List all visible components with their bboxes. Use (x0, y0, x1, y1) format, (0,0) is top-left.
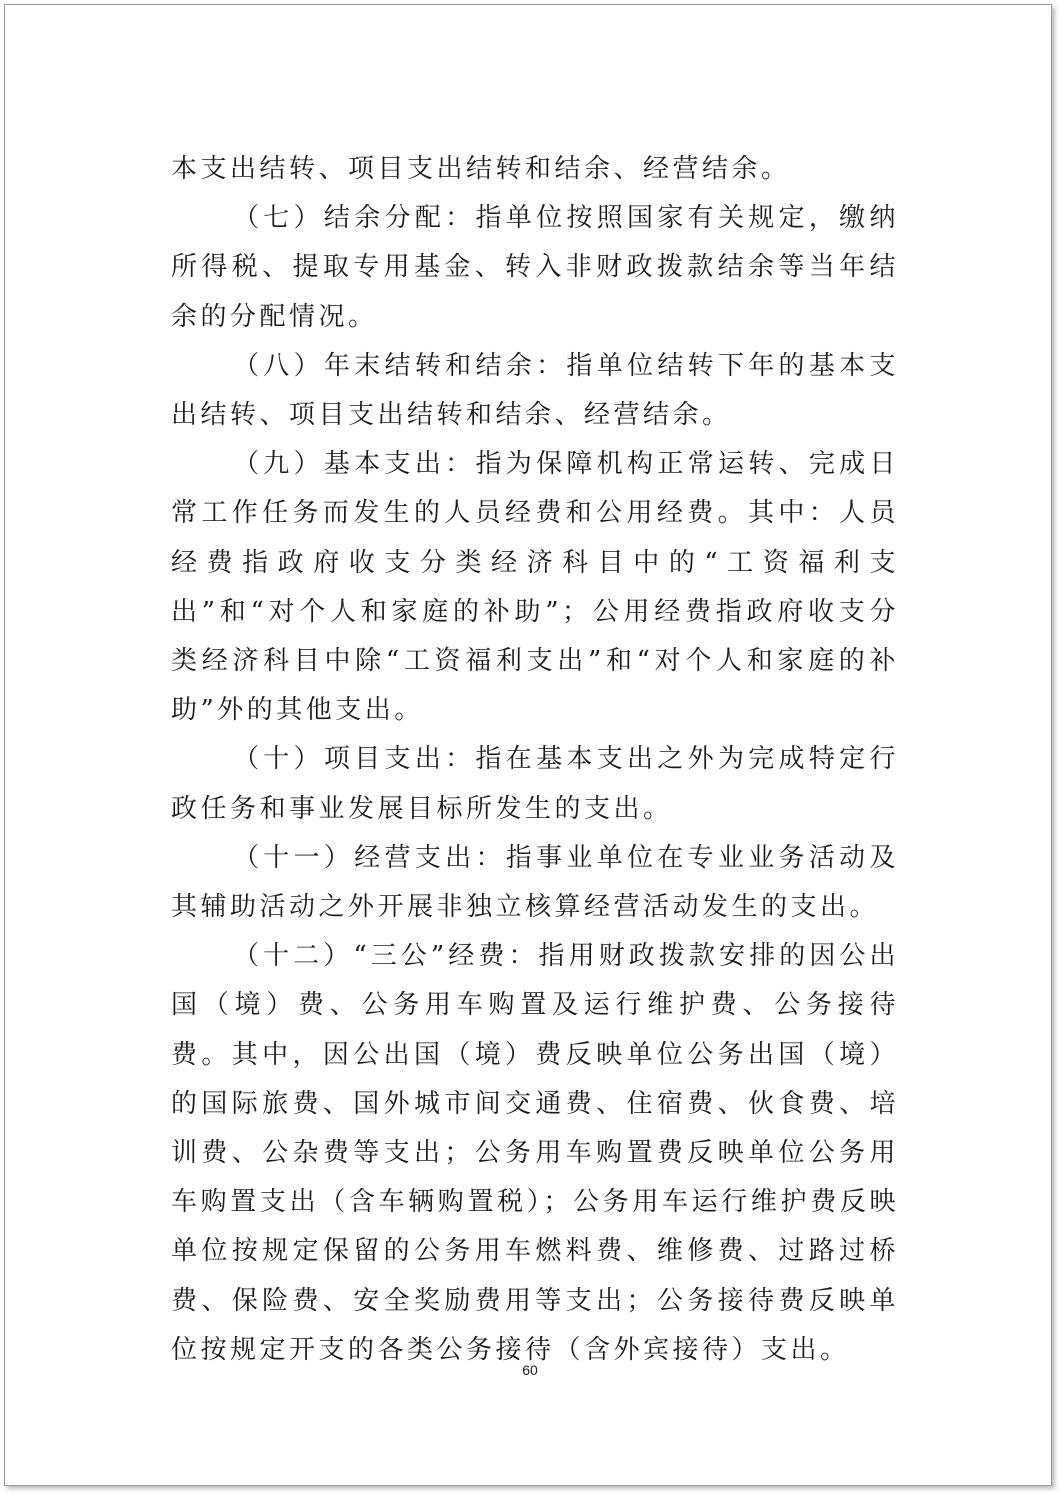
paragraph-surplus-distribution: （七）结余分配：指单位按照国家有关规定，缴纳所得税、提取专用基金、转入非财政拨款结余等当年结余的分配情况。 (171, 203, 899, 332)
paragraph-basic-expenditure: （九）基本支出：指为保障机构正常运转、完成日常工作任务而发生的人员经费和公用经费。其中：人员经费指政府收支分类经济科目中的“工资福利支出”和“对个人和家庭的补助”；公用经费指政府收支分类经济科目中除“工资福利支出”和“对个人和家庭的补助”外的其他支出。 (171, 449, 899, 726)
page (4, 4, 1052, 1486)
paragraph-three-public-expenses: （十二）“三公”经费：指用财政拨款安排的因公出国（境）费、公务用车购置及运行维护费、公务接待费。其中，因公出国（境）费反映单位公务出国（境）的国际旅费、国外城市间交通费、住宿费、伙食费、培训费、公杂费等支出；公务用车购置费反映单位公务用车购置支出（含车辆购置税）；公务用车运行维护费反映单位按规定保留的公务用车燃料费、维修费、过路过桥费、保险费、安全奖励费用等支出；公务接待费反映单位按规定开支的各类公务接待（含外宾接待）支出。 (171, 941, 899, 1365)
page-number: 60 (522, 1362, 538, 1378)
document-body (171, 145, 899, 1375)
paragraph-continuation: 本支出结转、项目支出结转和结余、经营结余。 (171, 154, 791, 184)
paragraph-operating-expenditure: （十一）经营支出：指事业单位在专业业务活动及其辅助活动之外开展非独立核算经营活动发生的支出。 (171, 842, 899, 923)
paragraph-project-expenditure: （十）项目支出：指在基本支出之外为完成特定行政任务和事业发展目标所发生的支出。 (171, 744, 899, 824)
paragraph-year-end-balance: （八）年末结转和结余：指单位结转下年的基本支出结转、项目支出结转和结余、经营结余。 (171, 350, 899, 431)
